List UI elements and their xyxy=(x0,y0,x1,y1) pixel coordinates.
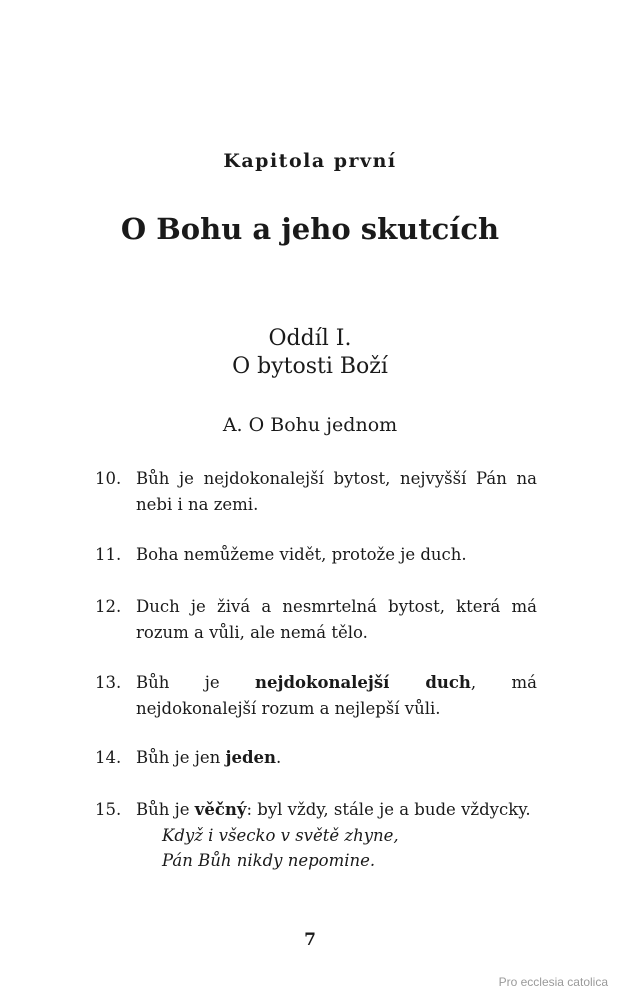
item-text-post: : byl vždy, stále je a bude vždycky. xyxy=(246,800,531,819)
item-text-bold: věčný xyxy=(194,800,247,819)
chapter-title: O Bohu a jeho skutcích xyxy=(120,212,500,246)
item-number: 15. xyxy=(95,800,122,819)
item-text xyxy=(136,670,537,722)
catechism-item-13 xyxy=(95,670,537,722)
item-text-bold: jeden xyxy=(225,748,277,767)
catechism-item-10 xyxy=(95,466,537,518)
item-number: 11. xyxy=(95,545,122,564)
page-number: 7 xyxy=(304,930,316,950)
chapter-heading: Kapitola první xyxy=(223,150,397,172)
catechism-item-15 xyxy=(95,797,537,873)
section-title: O bytosti Boží xyxy=(232,354,388,379)
item-text-bold: nejdokonalejší duch xyxy=(255,673,471,692)
catechism-item-14 xyxy=(95,745,537,771)
item-number: 12. xyxy=(95,597,122,616)
item-text xyxy=(136,745,537,771)
poem-line: Pán Bůh nikdy nepomine. xyxy=(162,851,376,870)
item-text-pre: Bůh je xyxy=(136,800,195,819)
section-number: Oddíl I. xyxy=(268,326,352,351)
item-text: Bůh je nejdokonalejší bytost, nejvyšší Pán na nebi i na zemi. xyxy=(136,469,537,514)
item-number: 14. xyxy=(95,748,122,767)
poem-line: Když i všecko v světě zhyne, xyxy=(162,826,399,845)
item-text: Boha nemůžeme vidět, protože je duch. xyxy=(136,545,467,564)
item-text xyxy=(136,797,537,823)
item-text: Duch je živá a nesmrtelná bytost, která má rozum a vůli, ale nemá tělo. xyxy=(136,597,537,642)
section-heading xyxy=(0,325,620,381)
catechism-item-11 xyxy=(95,542,537,568)
item-number: 10. xyxy=(95,469,122,488)
subsection-heading: A. O Bohu jednom xyxy=(222,414,398,436)
item-number: 13. xyxy=(95,673,122,692)
item-text-post: , má nejdokonalejší rozum a nejlepší vůli. xyxy=(136,673,537,718)
item-text-pre: Bůh je xyxy=(136,673,256,692)
watermark: Pro ecclesia catolica xyxy=(498,975,608,989)
item-text-post: . xyxy=(276,748,282,767)
item-text-pre: Bůh je jen xyxy=(136,748,226,767)
catechism-item-12 xyxy=(95,594,537,646)
